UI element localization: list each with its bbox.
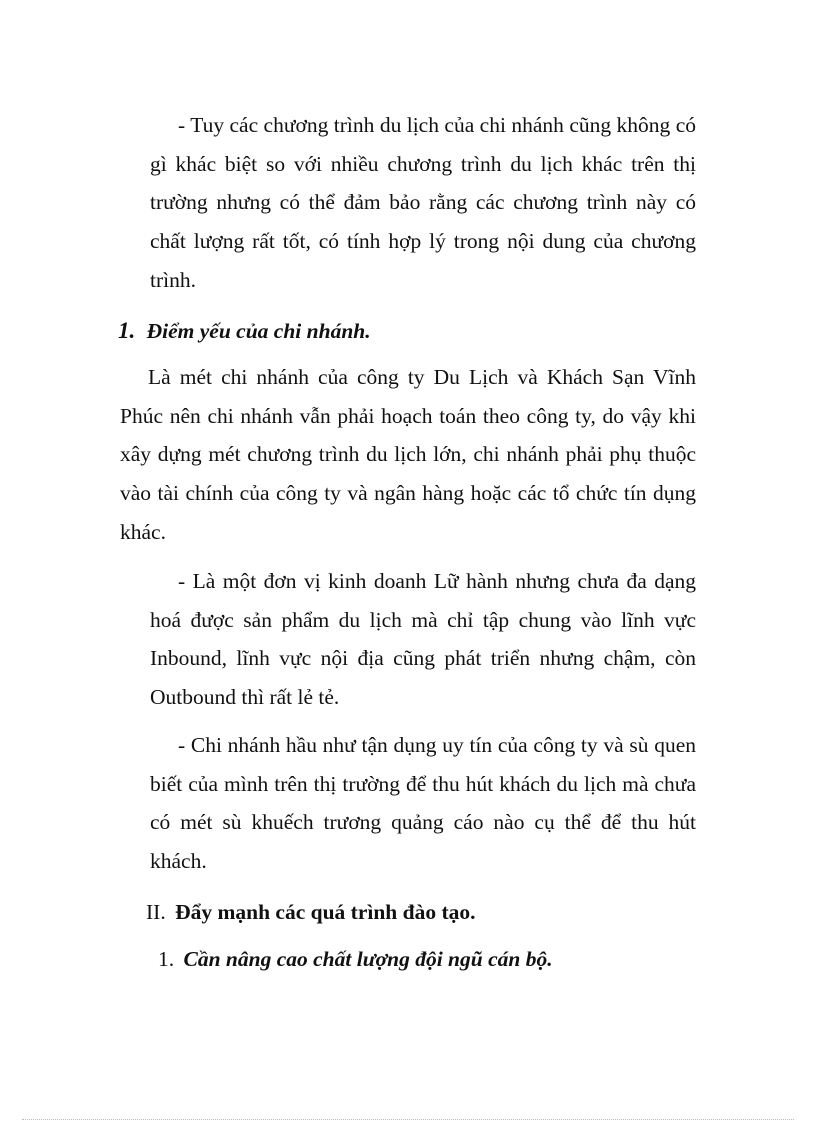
heading-weaknesses <box>118 316 371 346</box>
page-bottom-divider <box>22 1119 794 1120</box>
paragraph-product-diversity: - Là một đơn vị kinh doanh Lữ hành nhưng chưa đa dạng hoá được sản phẩm du lịch mà chỉ tập chung vào lĩnh vực Inbound, lĩnh vực nội địa cũng phát triển nhưng chậm, còn Outbound thì rất lẻ tẻ. <box>150 569 696 710</box>
heading-staff-quality-title: Cần nâng cao chất lượng đội ngũ cán bộ. <box>183 947 553 971</box>
heading-weaknesses-number: 1. <box>118 318 136 343</box>
paragraph-financial-dependence: Là mét chi nhánh của công ty Du Lịch và Khách Sạn Vĩnh Phúc nên chi nhánh vẫn phải hoạch toán theo công ty, do vậy khi xây dựng mét chương trình du lịch lớn, chi nhánh phải phụ thuộc vào tài chính của công ty và ngân hàng hoặc các tổ chức tín dụng khác. <box>120 365 696 544</box>
heading-training-title: Đẩy mạnh các quá trình đào tạo. <box>175 900 476 924</box>
paragraph-reputation: - Chi nhánh hầu như tận dụng uy tín của công ty và sù quen biết của mình trên thị trường để thu hút khách du lịch mà chưa có mét sù khuếch trương quảng cáo nào cụ thể để thu hút khách. <box>150 733 696 874</box>
paragraph-program-quality: - Tuy các chương trình du lịch của chi nhánh cũng không có gì khác biệt so với nhiều chương trình du lịch khác trên thị trường nhưng có thể đảm bảo rằng các chương trình này có chất lượng rất tốt, có tính hợp lý trong nội dung của chương trình. <box>150 113 696 292</box>
heading-staff-quality-number: 1. <box>158 947 175 971</box>
heading-weaknesses-title: Điểm yếu của chi nhánh. <box>146 319 371 343</box>
heading-training <box>146 897 476 927</box>
heading-training-number: II. <box>146 900 166 924</box>
heading-staff-quality <box>158 944 553 974</box>
